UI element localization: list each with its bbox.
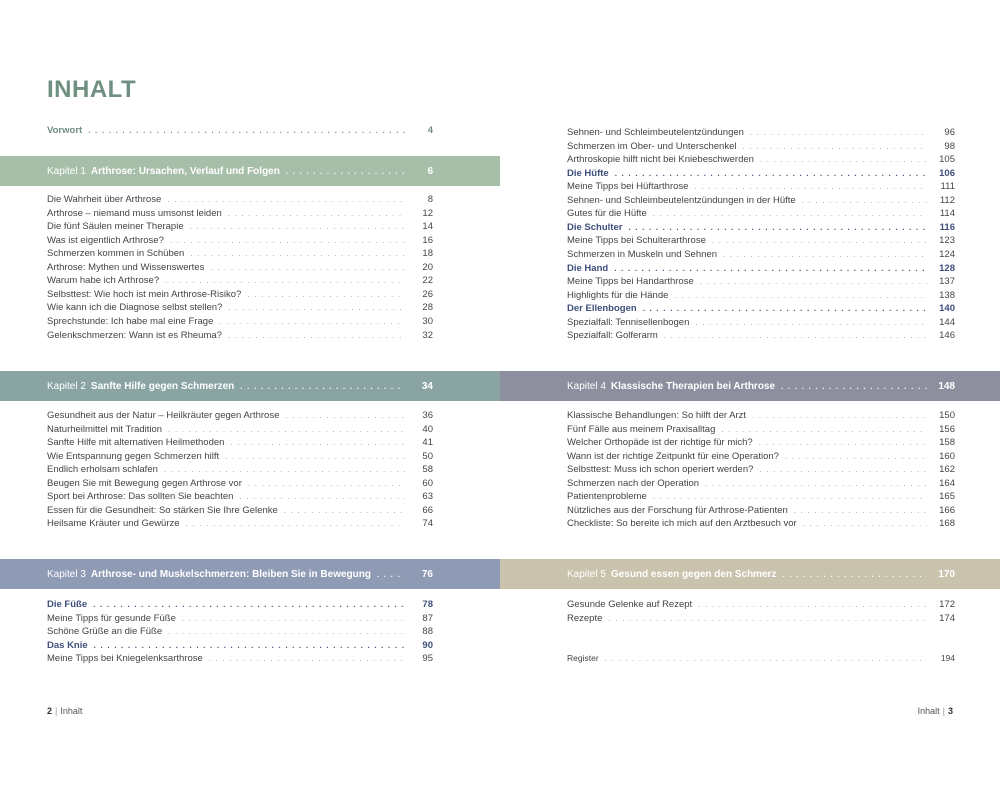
- entry-page: 124: [939, 248, 955, 260]
- entry-title: Die Füße: [47, 599, 88, 610]
- entry-page: 63: [422, 491, 433, 503]
- entry-title: Das Knie: [47, 639, 88, 651]
- entry-page: 8: [427, 194, 433, 205]
- entry-page: 112: [939, 194, 955, 206]
- toc-entry[interactable]: [47, 288, 433, 301]
- entry-page: 144: [939, 316, 955, 328]
- entry-title: Wann ist der richtige Zeitpunkt für eine Operation?: [567, 450, 779, 462]
- entry-title: Schmerzen im Ober- und Unterschenkel: [567, 140, 737, 152]
- toc-entry[interactable]: [47, 625, 433, 638]
- entry-title: Endlich erholsam schlafen: [47, 464, 158, 476]
- chapter-label: Kapitel 4: [567, 380, 606, 392]
- entry-page: 60: [422, 477, 433, 489]
- toc-entry[interactable]: [47, 450, 433, 463]
- entry-title: Sehnen- und Schleimbeutelentzündungen: [567, 127, 744, 138]
- toc-entry[interactable]: [567, 598, 955, 611]
- toc-entry[interactable]: [47, 504, 433, 517]
- entry-title: Gesunde Gelenke auf Rezept: [567, 599, 693, 610]
- entry-title: Der Ellenbogen: [567, 303, 637, 315]
- toc-entry[interactable]: [567, 316, 955, 329]
- toc-entry[interactable]: [567, 329, 955, 342]
- chapter-band-3[interactable]: [0, 559, 500, 589]
- toc-entry[interactable]: [47, 490, 433, 503]
- toc-entry[interactable]: [567, 167, 955, 180]
- entry-page: 36: [422, 410, 433, 421]
- toc-entry[interactable]: [47, 517, 433, 530]
- toc-entry[interactable]: [47, 220, 433, 233]
- toc-entry[interactable]: [47, 409, 433, 422]
- toc-entry-register[interactable]: [567, 652, 955, 665]
- toc-entry[interactable]: [47, 639, 433, 652]
- entry-page: 137: [939, 276, 955, 288]
- entry-title: Klassische Behandlungen: So hilft der Arzt: [567, 410, 747, 421]
- footer-left: 2 | Inhalt: [47, 706, 83, 716]
- entry-page: 58: [422, 464, 433, 476]
- chapter-label: Kapitel 1: [47, 165, 86, 177]
- entry-page: 156: [939, 423, 955, 435]
- toc-entry[interactable]: [47, 315, 433, 328]
- entry-title: Spezialfall: Golferarm: [567, 330, 658, 342]
- chapter-band-4[interactable]: [500, 371, 1000, 401]
- toc-entry[interactable]: [567, 140, 955, 153]
- toc-entry[interactable]: [567, 477, 955, 490]
- toc-entry[interactable]: [47, 234, 433, 247]
- entry-title: Die Wahrheit über Arthrose: [47, 194, 162, 205]
- entry-page: 20: [422, 261, 433, 273]
- entry-title: Highlights für die Hände: [567, 289, 669, 301]
- toc-entry[interactable]: [47, 193, 433, 206]
- entry-title: Sprechstunde: Ich habe mal eine Frage: [47, 315, 214, 327]
- toc-entry[interactable]: [567, 517, 955, 530]
- chapter-title: Arthrose: Ursachen, Verlauf und Folgen: [90, 165, 280, 177]
- chapter-band-5[interactable]: [500, 559, 1000, 589]
- chapter-page: 34: [421, 380, 433, 392]
- toc-entry[interactable]: [47, 301, 433, 314]
- chapter-title: Klassische Therapien bei Arthrose: [610, 380, 776, 392]
- entry-page: 98: [944, 140, 955, 152]
- entry-title: Wie Entspannung gegen Schmerzen hilft: [47, 450, 220, 462]
- toc-entry[interactable]: [567, 221, 955, 234]
- entry-page: 111: [940, 181, 955, 193]
- entry-title: Wie kann ich die Diagnose selbst stellen?: [47, 302, 223, 314]
- chapter-label: Kapitel 5: [567, 568, 606, 580]
- chapter-title: Sanfte Hilfe gegen Schmerzen: [90, 380, 235, 392]
- entry-title: Checkliste: So bereite ich mich auf den Arztbesuch vor: [567, 518, 797, 530]
- toc-entry[interactable]: [567, 153, 955, 166]
- toc-entry[interactable]: [47, 247, 433, 260]
- entry-page: 140: [939, 303, 955, 315]
- toc-entry[interactable]: [567, 275, 955, 288]
- entry-title: Meine Tipps für gesunde Füße: [47, 612, 176, 624]
- entry-title: Arthrose – niemand muss umsonst leiden: [47, 207, 222, 219]
- entry-page: 128: [939, 262, 955, 274]
- entry-page: 95: [422, 653, 433, 665]
- entry-title: Die Hand: [567, 262, 609, 274]
- entry-page: 32: [422, 329, 433, 341]
- footer-right: Inhalt | 3: [917, 706, 953, 716]
- toc-entry[interactable]: [567, 423, 955, 436]
- entry-title: Patientenprobleme: [567, 491, 647, 503]
- toc-entry[interactable]: [47, 436, 433, 449]
- entry-title: Rezepte: [567, 612, 603, 624]
- entry-page: 146: [939, 330, 955, 342]
- entry-title: Meine Tipps bei Hüftarthrose: [567, 181, 689, 193]
- toc-entry[interactable]: [47, 598, 433, 611]
- toc-entry[interactable]: [47, 423, 433, 436]
- entry-title: Schmerzen kommen in Schüben: [47, 248, 185, 260]
- toc-entry[interactable]: [567, 262, 955, 275]
- entry-page: 106: [939, 167, 955, 179]
- chapter-page: 170: [938, 568, 955, 580]
- entry-page: 26: [422, 288, 433, 300]
- toc-entry[interactable]: [567, 436, 955, 449]
- entry-page: 168: [939, 518, 955, 530]
- entry-title: Sport bei Arthrose: Das sollten Sie beachten: [47, 491, 234, 503]
- entry-title: Arthroskopie hilft nicht bei Kniebeschwerden: [567, 154, 754, 166]
- entry-page: 114: [939, 208, 955, 220]
- toc-entry[interactable]: [567, 289, 955, 302]
- footer-label: Inhalt: [60, 706, 83, 716]
- entry-title: Beugen Sie mit Bewegung gegen Arthrose vor: [47, 477, 242, 489]
- entry-title: Was ist eigentlich Arthrose?: [47, 234, 164, 246]
- entry-page: 90: [422, 639, 433, 651]
- entry-title: Selbsttest: Wie hoch ist mein Arthrose-Risiko?: [47, 288, 242, 300]
- entry-page: 12: [422, 207, 433, 219]
- entry-page: 22: [422, 275, 433, 287]
- toc-entry-vorwort[interactable]: [47, 124, 433, 137]
- entry-page: 96: [944, 127, 955, 138]
- entry-page: 50: [422, 450, 433, 462]
- chapter-title: Gesund essen gegen den Schmerz: [610, 568, 777, 580]
- entry-title: Gutes für die Hüfte: [567, 208, 647, 220]
- entry-page: 4: [427, 125, 433, 136]
- toc-entry[interactable]: [47, 329, 433, 342]
- entry-title: Nützliches aus der Forschung für Arthrose-Patienten: [567, 504, 788, 516]
- entry-page: 87: [422, 612, 433, 624]
- toc-entry[interactable]: [47, 612, 433, 625]
- toc-entry[interactable]: [567, 490, 955, 503]
- entry-page: 150: [939, 410, 955, 421]
- toc-entry[interactable]: [567, 463, 955, 476]
- page-number: 3: [947, 706, 953, 716]
- entry-page: 66: [422, 504, 433, 516]
- entry-title: Arthrose: Mythen und Wissenswertes: [47, 261, 205, 273]
- entry-title: Naturheilmittel mit Tradition: [47, 423, 163, 435]
- entry-page: 18: [422, 248, 433, 260]
- entry-page: 105: [939, 154, 955, 166]
- entry-page: 40: [422, 423, 433, 435]
- entry-page: 194: [940, 653, 955, 663]
- chapter-page: 76: [421, 568, 433, 580]
- entry-page: 88: [422, 626, 433, 638]
- toc-entry[interactable]: [47, 261, 433, 274]
- toc-entry[interactable]: [567, 180, 955, 193]
- entry-title: Warum habe ich Arthrose?: [47, 275, 160, 287]
- entry-page: 138: [939, 289, 955, 301]
- entry-page: 172: [939, 599, 955, 610]
- entry-title: Die Hüfte: [567, 167, 609, 179]
- page-number: 2: [47, 706, 53, 716]
- entry-page: 174: [939, 612, 955, 624]
- entry-page: 160: [939, 450, 955, 462]
- chapter-page: 148: [938, 380, 955, 392]
- chapter-label: Kapitel 3: [47, 568, 86, 580]
- toc-entry[interactable]: [567, 409, 955, 422]
- entry-title: Spezialfall: Tennisellenbogen: [567, 316, 690, 328]
- entry-title: Schmerzen in Muskeln und Sehnen: [567, 248, 717, 260]
- toc-entry[interactable]: [47, 652, 433, 665]
- entry-page: 166: [939, 504, 955, 516]
- entry-title: Gesundheit aus der Natur – Heilkräuter gegen Arthrose: [47, 410, 280, 421]
- entry-title: Schmerzen nach der Operation: [567, 477, 700, 489]
- toc-entry[interactable]: [567, 504, 955, 517]
- entry-page: 14: [422, 221, 433, 233]
- entry-page: 164: [939, 477, 955, 489]
- entry-title: Gelenkschmerzen: Wann ist es Rheuma?: [47, 329, 222, 341]
- entry-page: 162: [939, 464, 955, 476]
- chapter-page: 6: [427, 165, 433, 177]
- entry-page: 158: [939, 437, 955, 449]
- entry-page: 28: [422, 302, 433, 314]
- toc-entry[interactable]: [47, 477, 433, 490]
- toc-entry[interactable]: [567, 450, 955, 463]
- entry-page: 116: [939, 221, 955, 233]
- entry-page: 78: [422, 599, 433, 610]
- entry-title: Selbsttest: Muss ich schon operiert werden?: [567, 464, 754, 476]
- entry-title: Die fünf Säulen meiner Therapie: [47, 221, 184, 233]
- entry-page: 165: [939, 491, 955, 503]
- toc-entry[interactable]: [567, 126, 955, 139]
- entry-title: Register: [567, 653, 599, 663]
- entry-page: 74: [422, 518, 433, 530]
- entry-title: Welcher Orthopäde ist der richtige für mich?: [567, 437, 753, 449]
- entry-page: 16: [422, 234, 433, 246]
- chapter-band-2[interactable]: [0, 371, 500, 401]
- chapter-title: Arthrose- und Muskelschmerzen: Bleiben Sie in Bewegung: [90, 568, 371, 580]
- toc-entry[interactable]: [567, 612, 955, 625]
- entry-page: 30: [422, 315, 433, 327]
- entry-title: Heilsame Kräuter und Gewürze: [47, 518, 180, 530]
- toc-entry[interactable]: [47, 274, 433, 287]
- entry-title: Sanfte Hilfe mit alternativen Heilmethoden: [47, 437, 225, 449]
- entry-page: 41: [422, 437, 433, 449]
- toc-entry[interactable]: [567, 248, 955, 261]
- toc-entry[interactable]: [47, 463, 433, 476]
- entry-title: Die Schulter: [567, 221, 623, 233]
- entry-page: 123: [939, 235, 955, 247]
- entry-title: Meine Tipps bei Handarthrose: [567, 276, 694, 288]
- entry-title: Meine Tipps bei Kniegelenksarthrose: [47, 653, 203, 665]
- toc-entry[interactable]: [567, 194, 955, 207]
- entry-title: Fünf Fälle aus meinem Praxisalltag: [567, 423, 716, 435]
- entry-title: Essen für die Gesundheit: So stärken Sie Ihre Gelenke: [47, 504, 278, 516]
- toc-entry[interactable]: [567, 234, 955, 247]
- toc-entry[interactable]: [567, 207, 955, 220]
- chapter-label: Kapitel 2: [47, 380, 86, 392]
- chapter-band-1[interactable]: [0, 156, 500, 186]
- toc-entry[interactable]: [567, 302, 955, 315]
- footer-label: Inhalt: [917, 706, 940, 716]
- page-title: INHALT: [47, 76, 137, 103]
- entry-title: Sehnen- und Schleimbeutelentzündungen in der Hüfte: [567, 194, 796, 206]
- entry-title: Vorwort: [47, 125, 83, 136]
- toc-entry[interactable]: [47, 207, 433, 220]
- entry-title: Schöne Grüße an die Füße: [47, 626, 163, 638]
- entry-title: Meine Tipps bei Schulterarthrose: [567, 235, 706, 247]
